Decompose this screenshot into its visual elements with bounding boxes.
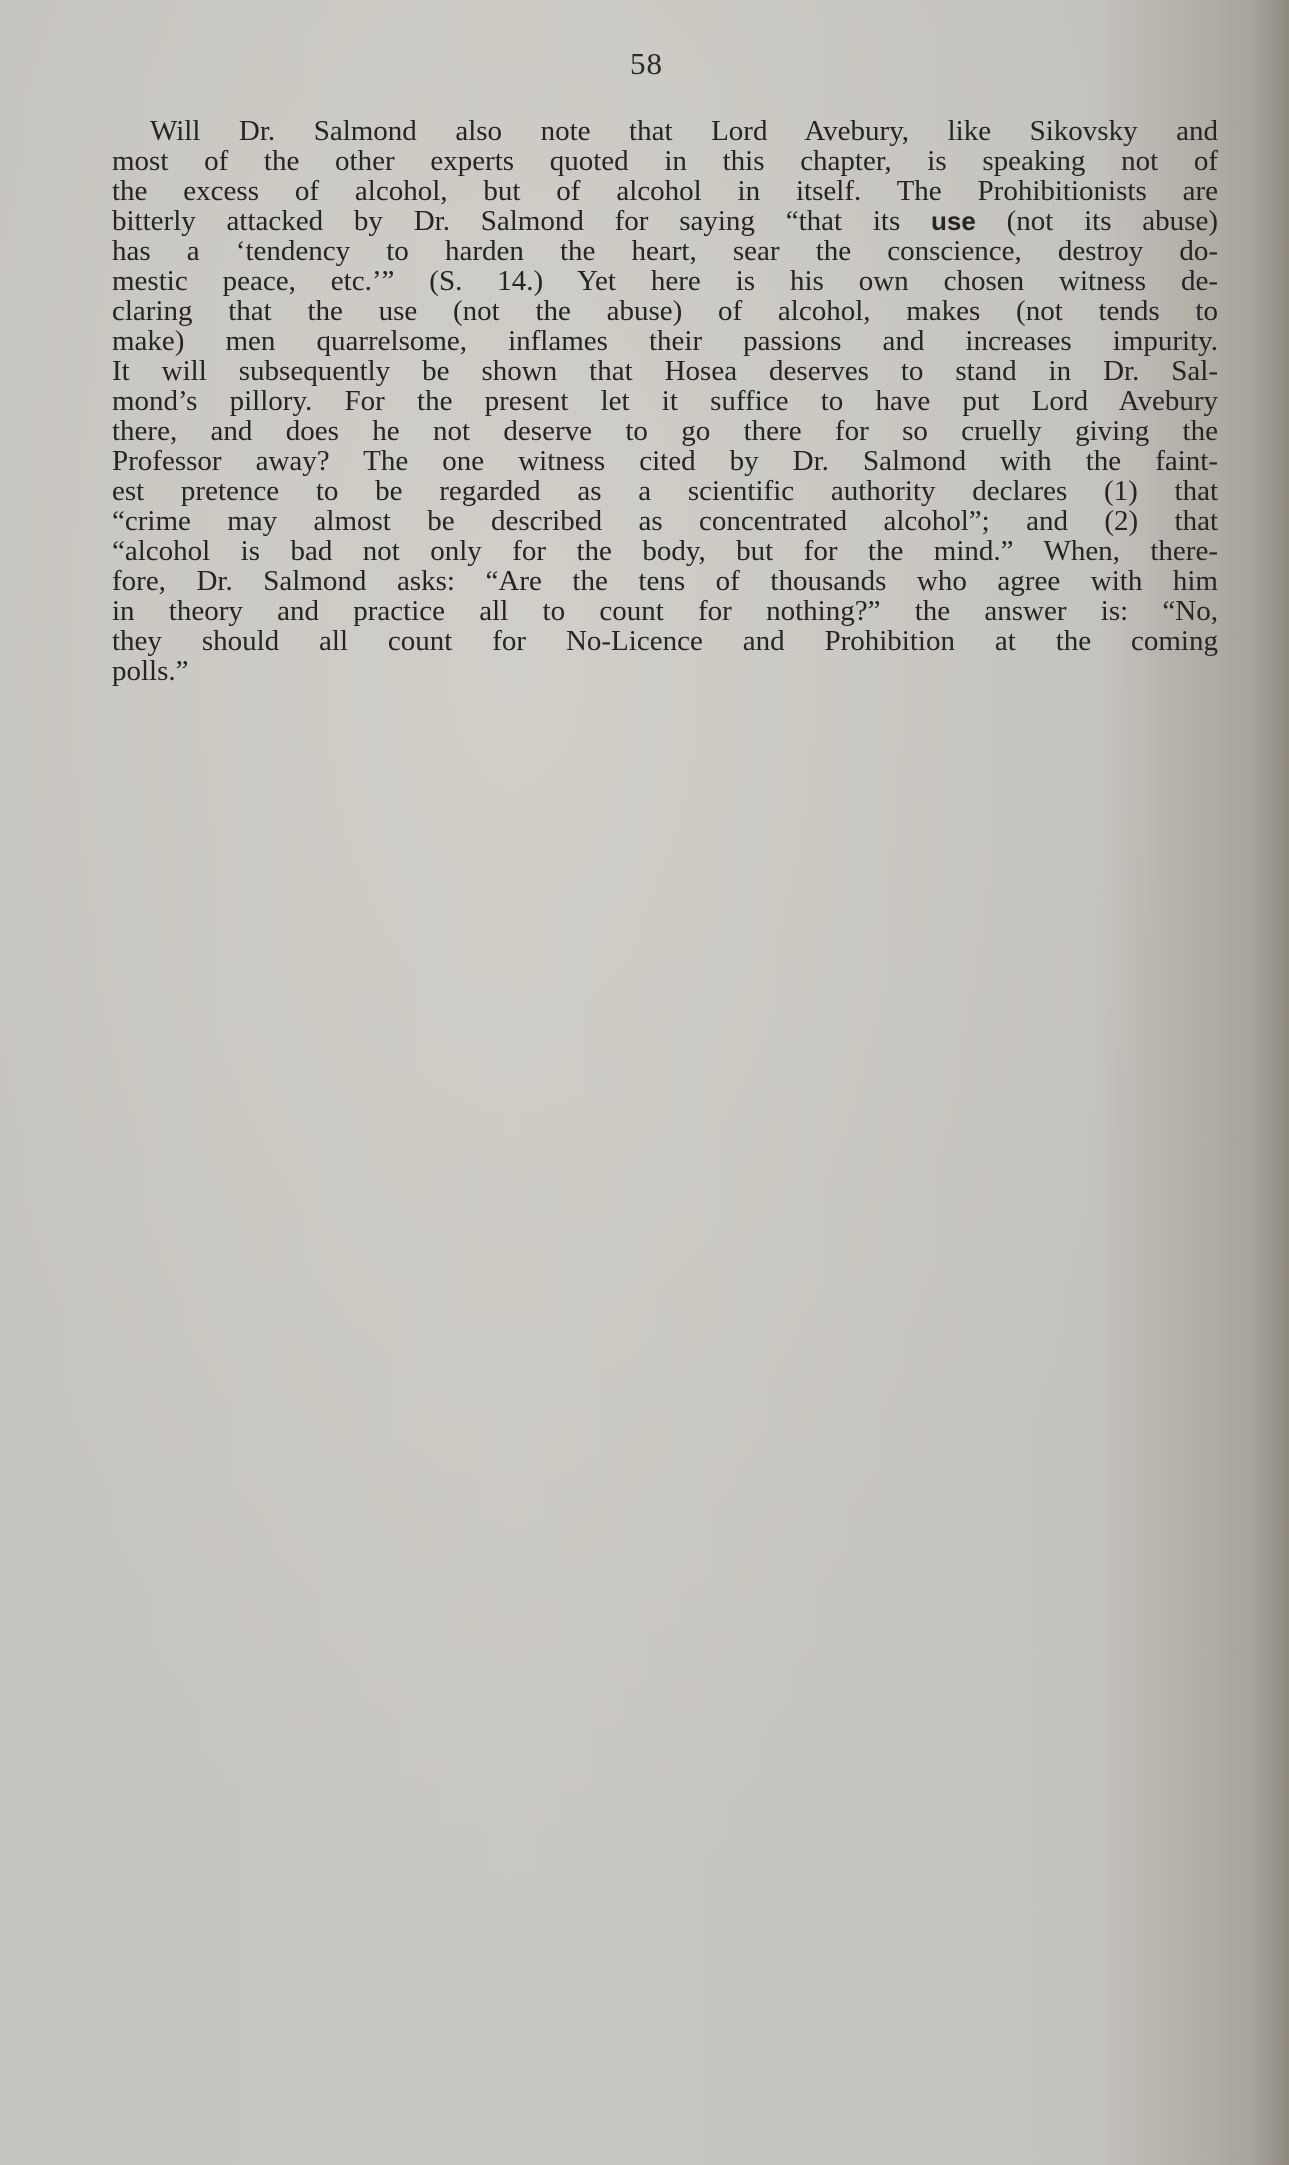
text-line-12: Professor away? The one witness cited by Dr. Salmond with the faint- — [112, 445, 1218, 477]
text-line-19: polls.” — [112, 655, 189, 687]
text-line-4-start: bitterly attacked by Dr. Salmond for saying “that its — [112, 205, 932, 237]
text-line-13: est pretence to be regarded as a scientific authority declares (1) that — [112, 475, 1218, 507]
text-line-2: most of the other experts quoted in this chapter, is speaking not of — [112, 145, 1218, 177]
body-paragraph — [112, 116, 1218, 686]
text-line-7: claring that the use (not the abuse) of alcohol, makes (not tends to — [112, 295, 1218, 327]
emphasized-word-use: use — [931, 206, 976, 236]
text-line-10: mond’s pillory. For the present let it suffice to have put Lord Avebury — [112, 385, 1218, 417]
text-line-16: fore, Dr. Salmond asks: “Are the tens of thousands who agree with him — [112, 565, 1218, 597]
page-number: 58 — [630, 46, 663, 81]
text-line-15: “alcohol is bad not only for the body, but for the mind.” When, there- — [112, 535, 1218, 567]
text-line-3: the excess of alcohol, but of alcohol in itself. The Prohibitionists are — [112, 175, 1218, 207]
text-line-4-end: (not its abuse) — [975, 205, 1218, 237]
text-line-4 — [112, 206, 1218, 236]
text-line-8: make) men quarrelsome, inflames their passions and increases impurity. — [112, 325, 1218, 357]
text-line-11: there, and does he not deserve to go there for so cruelly giving the — [112, 415, 1218, 447]
text-line-1: Will Dr. Salmond also note that Lord Avebury, like Sikovsky and — [150, 115, 1218, 147]
text-line-18: they should all count for No-Licence and Prohibition at the coming — [112, 625, 1218, 657]
text-line-14: “crime may almost be described as concentrated alcohol”; and (2) that — [112, 505, 1218, 537]
text-line-5: has a ‘tendency to harden the heart, sear the conscience, destroy do- — [112, 235, 1218, 267]
text-line-17: in theory and practice all to count for nothing?” the answer is: “No, — [112, 595, 1218, 627]
text-line-9: It will subsequently be shown that Hosea deserves to stand in Dr. Sal- — [112, 355, 1218, 387]
text-line-6: mestic peace, etc.’” (S. 14.) Yet here is his own chosen witness de- — [112, 265, 1218, 297]
